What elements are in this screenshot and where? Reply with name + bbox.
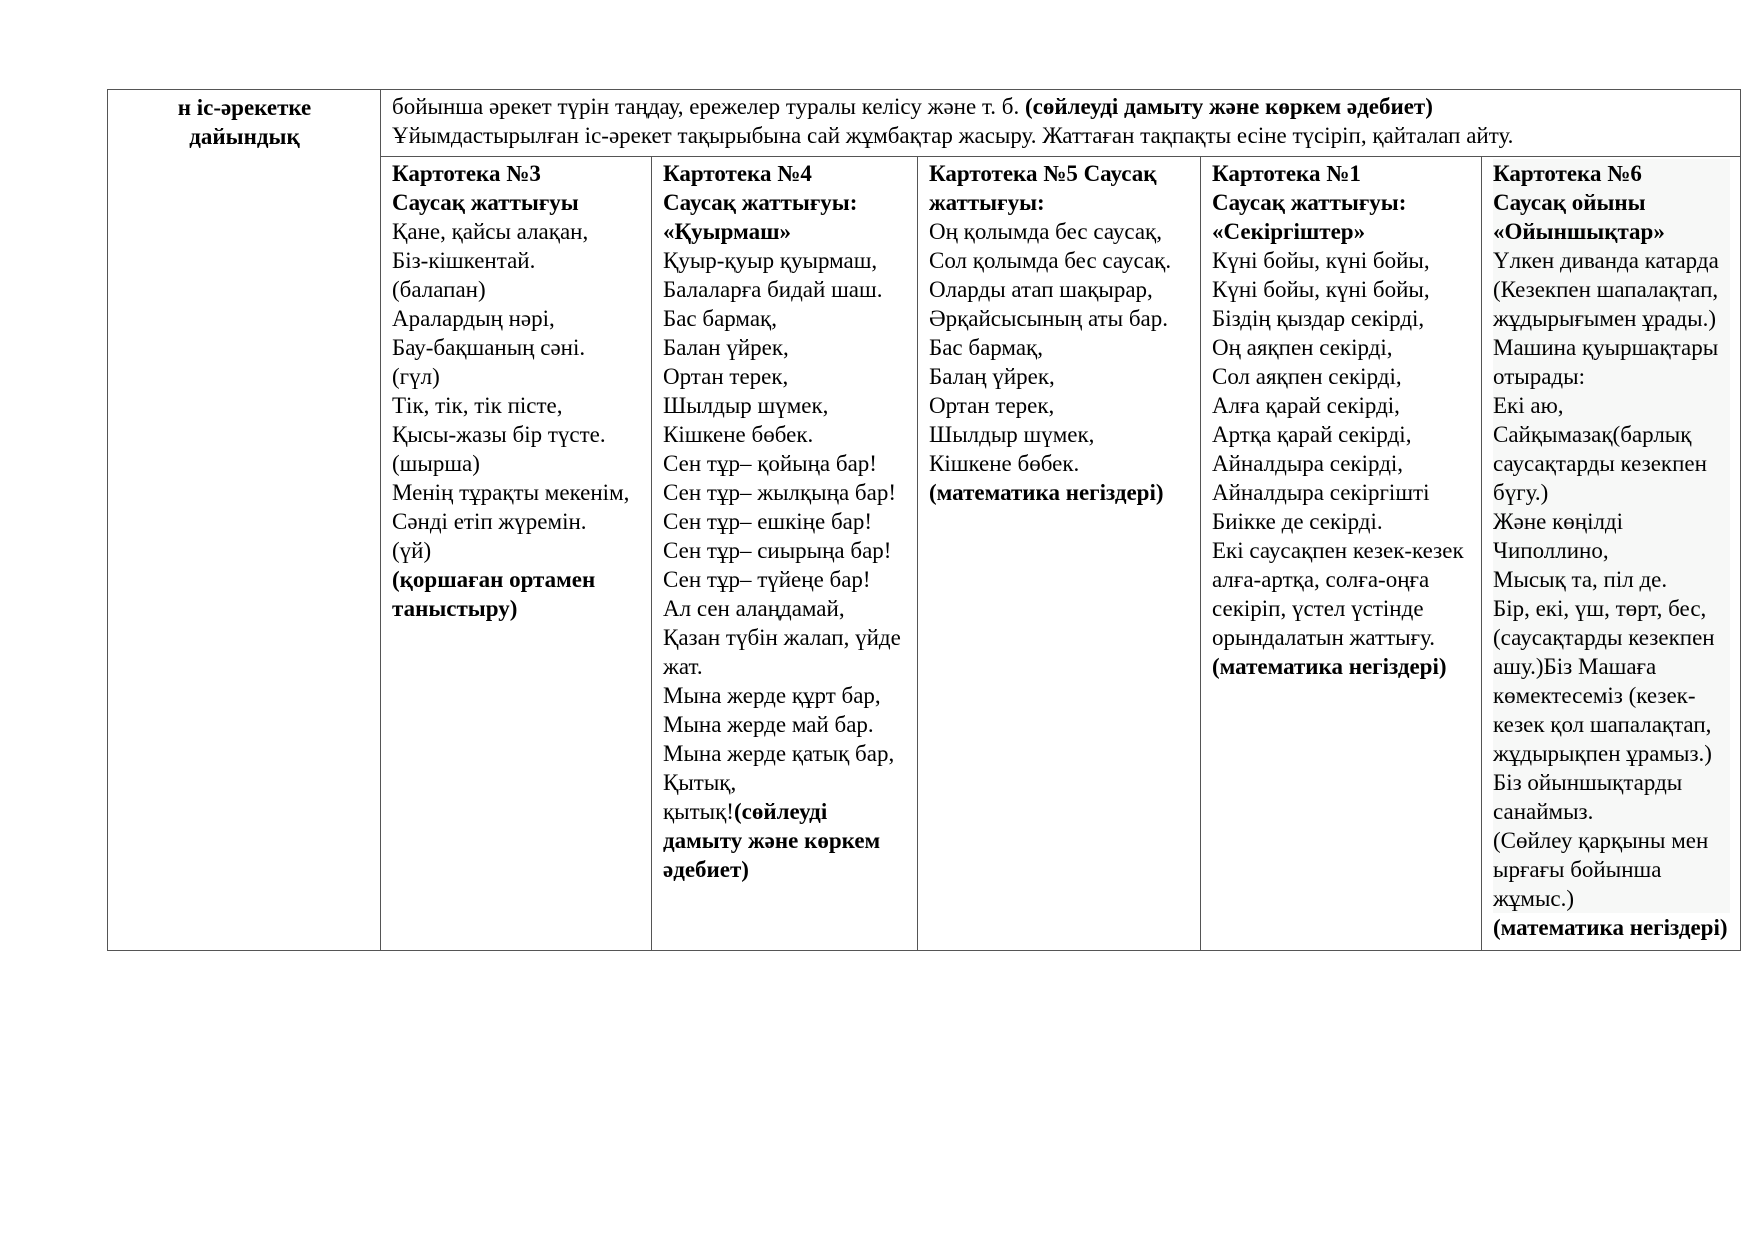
card-title-line: «Қуырмаш»: [663, 219, 792, 244]
card-cell: [1482, 157, 1741, 951]
intro-line-1: бойынша әрекет түрін таңдау, ережелер туралы келісу және т. б. (сөйлеуді дамыту және көркем әдебиет): [392, 94, 1433, 119]
card-text-line: (гүл): [392, 364, 440, 389]
row-label-cell: [108, 90, 381, 951]
card-note-line: [929, 478, 1190, 507]
card-text-line: Бас бармақ,: [663, 306, 777, 331]
card-text-line: Алға қарай секірді,: [1212, 393, 1400, 418]
card-text-line: Ал сен алаңдамай,: [663, 596, 845, 621]
card-cell: [652, 157, 918, 951]
card-text-line: Айналдыра секіргішті: [1212, 480, 1430, 505]
card-cell: [1201, 157, 1482, 951]
card-title-line: Картотека №3: [392, 161, 541, 186]
card-text-line: Қане, қайсы алақан,: [392, 219, 589, 244]
card-text-line: Сен тұр– түйеңе бар!: [663, 567, 871, 592]
card-text-line: Айналдыра секірді,: [1212, 451, 1404, 476]
card-text-line: Әрқайсысының аты бар.: [929, 306, 1168, 331]
card-text-line: Біз-кішкентай.: [392, 248, 536, 273]
card-text-line: Мына жерде май бар.: [663, 712, 874, 737]
card-subject-note: (математика негіздері): [1493, 915, 1728, 940]
card-title-line: Саусақ ойыны: [1493, 190, 1646, 215]
card-subject-note: (математика негіздері): [929, 480, 1164, 505]
card-text-line: Қуыр-қуыр қуырмаш,: [663, 248, 878, 273]
card-title-line: «Секіргіштер»: [1212, 219, 1366, 244]
card-text-line: Бас бармақ,: [929, 335, 1043, 360]
card-text-line: Оң аяқпен секірді,: [1212, 335, 1393, 360]
card-text-line: Оларды атап шақырар,: [929, 277, 1153, 302]
card-title-line: Картотека №1: [1212, 161, 1361, 186]
card-text-line: Шылдыр шүмек,: [663, 393, 829, 418]
document-table-area: [107, 89, 1740, 951]
card-text-line: Бау-бақшаның сәні.: [392, 335, 586, 360]
card-text-line: Үлкен диванда катарда (Кезекпен шапалақтап, жұдырығымен ұрады.): [1493, 248, 1719, 331]
row-label-line: н іс-әрекетке: [177, 95, 312, 120]
card-note-line: [392, 565, 641, 623]
card-text-line: Шылдыр шүмек,: [929, 422, 1095, 447]
card-title-line: Картотека №4: [663, 161, 812, 186]
card-text-line: Қысы-жазы бір түсте.: [392, 422, 606, 447]
card-text-line: Менің тұрақты мекенім,: [392, 480, 630, 505]
card-text-line: Екі саусақпен кезек-кезек алға-артқа, солға-оңға секіріп, үстел үстінде орындалатын жаттығу.: [1212, 538, 1464, 650]
card-note-line: [1212, 652, 1471, 681]
card-subject-note: (қоршаған ортамен таныстыру): [392, 567, 596, 621]
card-text-line: (Сөйлеу қарқыны мен ырғағы бойынша жұмыс.): [1493, 828, 1709, 911]
card-text-line: Сен тұр– ешкіңе бар!: [663, 509, 873, 534]
card-title-line: «Ойыншықтар»: [1493, 219, 1665, 244]
card-text-line: Оң қолымда бес саусақ,: [929, 219, 1162, 244]
card-text-line: Және көңілді Чиполлино,: [1493, 509, 1624, 563]
card-text-line: Машина қуыршақтары отырады:: [1493, 335, 1719, 389]
card-text-line: Сәнді етіп жүремін.: [392, 509, 587, 534]
card-text-line: Аралардың нәрі,: [392, 306, 555, 331]
card-text-line: Кішкене бөбек.: [663, 422, 814, 447]
card-tail-text: қытық!: [663, 799, 734, 824]
card-text-line: Сайқымазақ(барлық саусақтарды кезекпен бүгу.): [1493, 422, 1707, 505]
card-body: [663, 159, 907, 797]
card-text-line: (үй): [392, 538, 432, 563]
card-body: [1493, 159, 1730, 913]
card-text-line: Балаларға бидай шаш.: [663, 277, 883, 302]
card-text-line: Қазан түбін жалап, үйде жат.: [663, 625, 901, 679]
card-note-line: [1493, 913, 1730, 942]
card-text-line: Тік, тік, тік пісте,: [392, 393, 563, 418]
card-text-line: Мына жерде қатық бар,: [663, 741, 895, 766]
card-text-line: Күні бойы, күні бойы,: [1212, 248, 1430, 273]
card-text-line: (шырша): [392, 451, 480, 476]
card-text-line: Ортан терек,: [929, 393, 1055, 418]
card-text-line: Күні бойы, күні бойы,: [1212, 277, 1430, 302]
card-text-line: Сол қолымда бес саусақ.: [929, 248, 1172, 273]
card-title-line: Саусақ жаттығуы:: [1212, 190, 1407, 215]
card-cell: [381, 157, 652, 951]
card-text-line: Сен тұр– сиырыңа бар!: [663, 538, 892, 563]
table-row: [108, 90, 1741, 157]
card-title-line: Картотека №5 Саусақ жаттығуы:: [929, 161, 1157, 215]
card-text-line: Ортан терек,: [663, 364, 789, 389]
card-note-line: [663, 797, 907, 884]
card-text-line: Сол аяқпен секірді,: [1212, 364, 1402, 389]
card-text-line: Біздің қыздар секірді,: [1212, 306, 1425, 331]
card-body: [929, 159, 1190, 478]
card-text-line: Сен тұр– қойыңа бар!: [663, 451, 877, 476]
card-cell: [918, 157, 1201, 951]
card-subject-note: (сөйлеуді дамыту және көркем әдебиет): [663, 799, 881, 882]
card-text-line: Мына жерде құрт бар,: [663, 683, 881, 708]
card-text-line: Мысық та, піл де.: [1493, 567, 1668, 592]
card-body: [1212, 159, 1471, 652]
card-text-line: Екі аю,: [1493, 393, 1564, 418]
card-text-line: Балаң үйрек,: [929, 364, 1055, 389]
card-title-line: Саусақ жаттығуы:: [663, 190, 858, 215]
card-subject-note: (математика негіздері): [1212, 654, 1447, 679]
card-text-line: Бір, екі, үш, төрт, бес, (саусақтарды кезекпен ашу.)Біз Машаға көмектесеміз (кезек-кезек қол шапалақтап, жұдырықпен ұрамыз.): [1493, 596, 1715, 766]
card-title-line: Картотека №6: [1493, 161, 1642, 186]
card-text-line: Біз ойыншықтарды санаймыз.: [1493, 770, 1683, 824]
card-text-line: (балапан): [392, 277, 486, 302]
card-text-line: Сен тұр– жылқыңа бар!: [663, 480, 896, 505]
card-body: [392, 159, 641, 565]
plan-table: [107, 89, 1741, 951]
intro-cell: [381, 90, 1741, 157]
card-text-line: Балан үйрек,: [663, 335, 789, 360]
card-text-line: Қытық,: [663, 770, 737, 795]
card-text-line: Артқа қарай секірді,: [1212, 422, 1412, 447]
card-title-line: Саусақ жаттығуы: [392, 190, 579, 215]
intro-line-2: Ұйымдастырылған іс-әрекет тақырыбына сай жұмбақтар жасыру. Жаттаған тақпақты есіне түсіріп, қайталап айту.: [392, 123, 1514, 148]
card-text-line: Кішкене бөбек.: [929, 451, 1080, 476]
card-text-line: Биікке де секірді.: [1212, 509, 1383, 534]
row-label-line: дайындық: [189, 124, 300, 149]
